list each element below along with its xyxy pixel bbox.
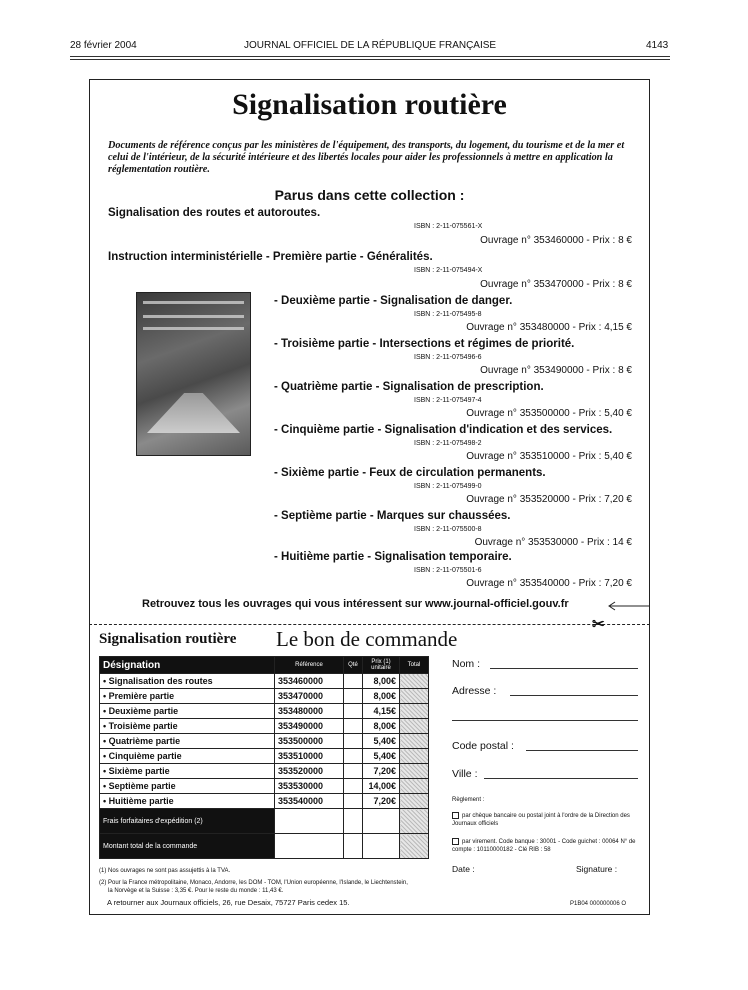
arrow-left-icon bbox=[606, 601, 650, 611]
book-cover-image bbox=[136, 292, 251, 456]
item-title: - Quatrième partie - Signalisation de prescription. bbox=[274, 381, 544, 393]
cell-prix: 8,00€ bbox=[363, 719, 400, 734]
cell-designation: • Première partie bbox=[100, 689, 275, 704]
item-order: Ouvrage n° 353520000 - Prix : 7,20 € bbox=[466, 494, 632, 505]
reglement-label: Règlement : bbox=[452, 797, 485, 803]
form-title: Le bon de commande bbox=[276, 627, 458, 651]
cut-line bbox=[89, 624, 650, 625]
item-isbn: ISBN : 2-11-075501-6 bbox=[414, 567, 482, 574]
cell-designation: • Cinquième partie bbox=[100, 749, 275, 764]
ad-title: Signalisation routière bbox=[232, 88, 507, 121]
total-cell[interactable] bbox=[400, 734, 429, 749]
item-order: Ouvrage n° 353530000 - Prix : 14 € bbox=[474, 537, 632, 548]
table-row bbox=[100, 834, 429, 859]
ville-field[interactable] bbox=[484, 778, 638, 779]
total-label: Montant total de la commande bbox=[100, 834, 275, 859]
order-table bbox=[99, 656, 429, 859]
date-label: Date : bbox=[452, 864, 475, 874]
cell-reference: 353470000 bbox=[275, 689, 344, 704]
header-rule bbox=[70, 59, 670, 60]
cell-reference: 353460000 bbox=[275, 674, 344, 689]
header-page: 4143 bbox=[646, 40, 669, 51]
item-title: - Deuxième partie - Signalisation de danger. bbox=[274, 295, 513, 307]
code-postal-label: Code postal : bbox=[452, 740, 514, 752]
table-row bbox=[100, 749, 429, 764]
item-isbn: ISBN : 2-11-075561-X bbox=[414, 223, 483, 230]
cell-prix: 7,20€ bbox=[363, 794, 400, 809]
total-cell[interactable] bbox=[400, 674, 429, 689]
table-row bbox=[100, 779, 429, 794]
qty-input[interactable] bbox=[344, 734, 363, 749]
cell-reference: 353510000 bbox=[275, 749, 344, 764]
total-cell[interactable] bbox=[400, 794, 429, 809]
form-brand: Signalisation routière bbox=[99, 631, 237, 647]
total-cell[interactable] bbox=[400, 719, 429, 734]
item-title: Signalisation des routes et autoroutes. bbox=[108, 207, 321, 219]
qty-input[interactable] bbox=[344, 674, 363, 689]
table-row bbox=[100, 809, 429, 834]
total-cell[interactable] bbox=[400, 764, 429, 779]
col-qte: Qté bbox=[344, 657, 363, 674]
shipping-ref bbox=[275, 809, 344, 834]
item-title: - Huitième partie - Signalisation temporaire. bbox=[274, 551, 512, 563]
item-order: Ouvrage n° 353490000 - Prix : 8 € bbox=[480, 365, 632, 376]
col-designation: Désignation bbox=[100, 657, 275, 674]
item-title: - Troisième partie - Intersections et régimes de priorité. bbox=[274, 338, 575, 350]
cell-prix: 4,15€ bbox=[363, 704, 400, 719]
ad-intro: Documents de référence conçus par les ministères de l'équipement, des transports, du logement, du tourisme et de la mer et celui de l'intérieur, de la sécurité intérieure et des libertés locales pour aider les professionnels à mettre en application la réglementation routière. bbox=[108, 140, 625, 175]
header-date: 28 février 2004 bbox=[70, 40, 137, 51]
total-cell[interactable] bbox=[400, 689, 429, 704]
qty-input[interactable] bbox=[344, 749, 363, 764]
item-title: - Sixième partie - Feux de circulation permanents. bbox=[274, 467, 546, 479]
form-code: P1B04 000000006 O bbox=[570, 901, 627, 907]
payment-cheque-label: par chèque bancaire ou postal joint à l'ordre de la Direction des Journaux officiels bbox=[452, 813, 630, 828]
signature-label: Signature : bbox=[576, 864, 618, 874]
website-note: Retrouvez tous les ouvrages qui vous intéressent sur www.journal-officiel.gouv.fr bbox=[142, 598, 569, 610]
item-isbn: ISBN : 2-11-075497-4 bbox=[414, 397, 482, 404]
cell-reference: 353500000 bbox=[275, 734, 344, 749]
header-rule bbox=[70, 56, 670, 57]
qty-input[interactable] bbox=[344, 689, 363, 704]
cell-reference: 353540000 bbox=[275, 794, 344, 809]
nom-field[interactable] bbox=[490, 668, 638, 669]
cell-designation: • Troisième partie bbox=[100, 719, 275, 734]
cell-designation: • Signalisation des routes bbox=[100, 674, 275, 689]
cell-prix: 8,00€ bbox=[363, 689, 400, 704]
item-isbn: ISBN : 2-11-075494-X bbox=[414, 267, 483, 274]
cell-designation: • Sixième partie bbox=[100, 764, 275, 779]
col-total: Total bbox=[400, 657, 429, 674]
ville-label: Ville : bbox=[452, 768, 478, 780]
cell-prix: 5,40€ bbox=[363, 749, 400, 764]
cell-prix: 7,20€ bbox=[363, 764, 400, 779]
payment-virement-label: par virement. Code banque : 30001 - Code guichet : 00064 N° de compte : 10110000182 - Clé RIB : 58 bbox=[452, 839, 636, 854]
cell-designation: • Deuxième partie bbox=[100, 704, 275, 719]
adresse-label: Adresse : bbox=[452, 685, 497, 697]
item-title: - Septième partie - Marques sur chaussées. bbox=[274, 510, 511, 522]
footnote-2b: la Norvège et la Suisse : 3,35 €. Pour le reste du monde : 11,43 €. bbox=[108, 888, 284, 894]
table-row bbox=[100, 704, 429, 719]
item-order: Ouvrage n° 353510000 - Prix : 5,40 € bbox=[466, 451, 632, 462]
cell-reference: 353490000 bbox=[275, 719, 344, 734]
table-row bbox=[100, 689, 429, 704]
cell-prix: 5,40€ bbox=[363, 734, 400, 749]
qty-input[interactable] bbox=[344, 704, 363, 719]
qty-input[interactable] bbox=[344, 719, 363, 734]
code-postal-field[interactable] bbox=[526, 750, 638, 751]
col-reference: Référence bbox=[275, 657, 344, 674]
item-order: Ouvrage n° 353480000 - Prix : 4,15 € bbox=[466, 322, 632, 333]
qty-input[interactable] bbox=[344, 779, 363, 794]
total-cell[interactable] bbox=[400, 704, 429, 719]
cell-reference: 353520000 bbox=[275, 764, 344, 779]
cell-reference: 353530000 bbox=[275, 779, 344, 794]
grand-total-cell[interactable] bbox=[400, 834, 429, 859]
item-title: - Cinquième partie - Signalisation d'indication et des services. bbox=[274, 424, 613, 436]
col-prix: Prix (1) unitaire bbox=[363, 657, 400, 674]
payment-cheque-option[interactable] bbox=[452, 812, 638, 828]
cell-prix: 8,00€ bbox=[363, 674, 400, 689]
footnote-1: (1) Nos ouvrages ne sont pas assujettis à la TVA. bbox=[99, 868, 231, 874]
adresse-field[interactable] bbox=[510, 695, 638, 696]
table-row bbox=[100, 674, 429, 689]
total-cell[interactable] bbox=[400, 779, 429, 794]
cell-designation: • Quatrième partie bbox=[100, 734, 275, 749]
item-isbn: ISBN : 2-11-075495-8 bbox=[414, 311, 482, 318]
shipping-total-cell[interactable] bbox=[400, 809, 429, 834]
checkbox-icon[interactable] bbox=[452, 812, 459, 819]
table-row bbox=[100, 734, 429, 749]
qty-input[interactable] bbox=[344, 794, 363, 809]
table-row bbox=[100, 764, 429, 779]
item-isbn: ISBN : 2-11-075500-8 bbox=[414, 526, 482, 533]
total-cell[interactable] bbox=[400, 749, 429, 764]
collection-heading: Parus dans cette collection : bbox=[274, 187, 465, 203]
item-order: Ouvrage n° 353460000 - Prix : 8 € bbox=[480, 235, 632, 246]
cell-designation: • Septième partie bbox=[100, 779, 275, 794]
footnote-2: (2) Pour la France métropolitaine, Monaco, Andorre, les DOM - TOM, l'Union européenne, l'Islande, le Liechtenstein, bbox=[99, 880, 408, 886]
cell-reference: 353480000 bbox=[275, 704, 344, 719]
nom-label: Nom : bbox=[452, 658, 481, 670]
checkbox-icon[interactable] bbox=[452, 838, 459, 845]
item-order: Ouvrage n° 353500000 - Prix : 5,40 € bbox=[466, 408, 632, 419]
item-isbn: ISBN : 2-11-075496-6 bbox=[414, 354, 482, 361]
table-row bbox=[100, 794, 429, 809]
shipping-label: Frais forfaitaires d'expédition (2) bbox=[100, 809, 275, 834]
scissors-icon: ✂ bbox=[592, 616, 605, 633]
cell-designation: • Huitième partie bbox=[100, 794, 275, 809]
return-address: A retourner aux Journaux officiels, 26, rue Desaix, 75727 Paris cedex 15. bbox=[107, 898, 350, 907]
item-order: Ouvrage n° 353540000 - Prix : 7,20 € bbox=[466, 578, 632, 589]
item-title: Instruction interministérielle - Première partie - Généralités. bbox=[108, 251, 433, 263]
item-isbn: ISBN : 2-11-075498-2 bbox=[414, 440, 482, 447]
table-row bbox=[100, 719, 429, 734]
item-order: Ouvrage n° 353470000 - Prix : 8 € bbox=[480, 279, 632, 290]
header-journal: JOURNAL OFFICIEL DE LA RÉPUBLIQUE FRANÇAISE bbox=[244, 40, 497, 51]
item-isbn: ISBN : 2-11-075499-0 bbox=[414, 483, 482, 490]
cell-prix: 14,00€ bbox=[363, 779, 400, 794]
payment-virement-option[interactable] bbox=[452, 838, 638, 854]
adresse-field-2[interactable] bbox=[452, 720, 638, 721]
qty-input[interactable] bbox=[344, 764, 363, 779]
